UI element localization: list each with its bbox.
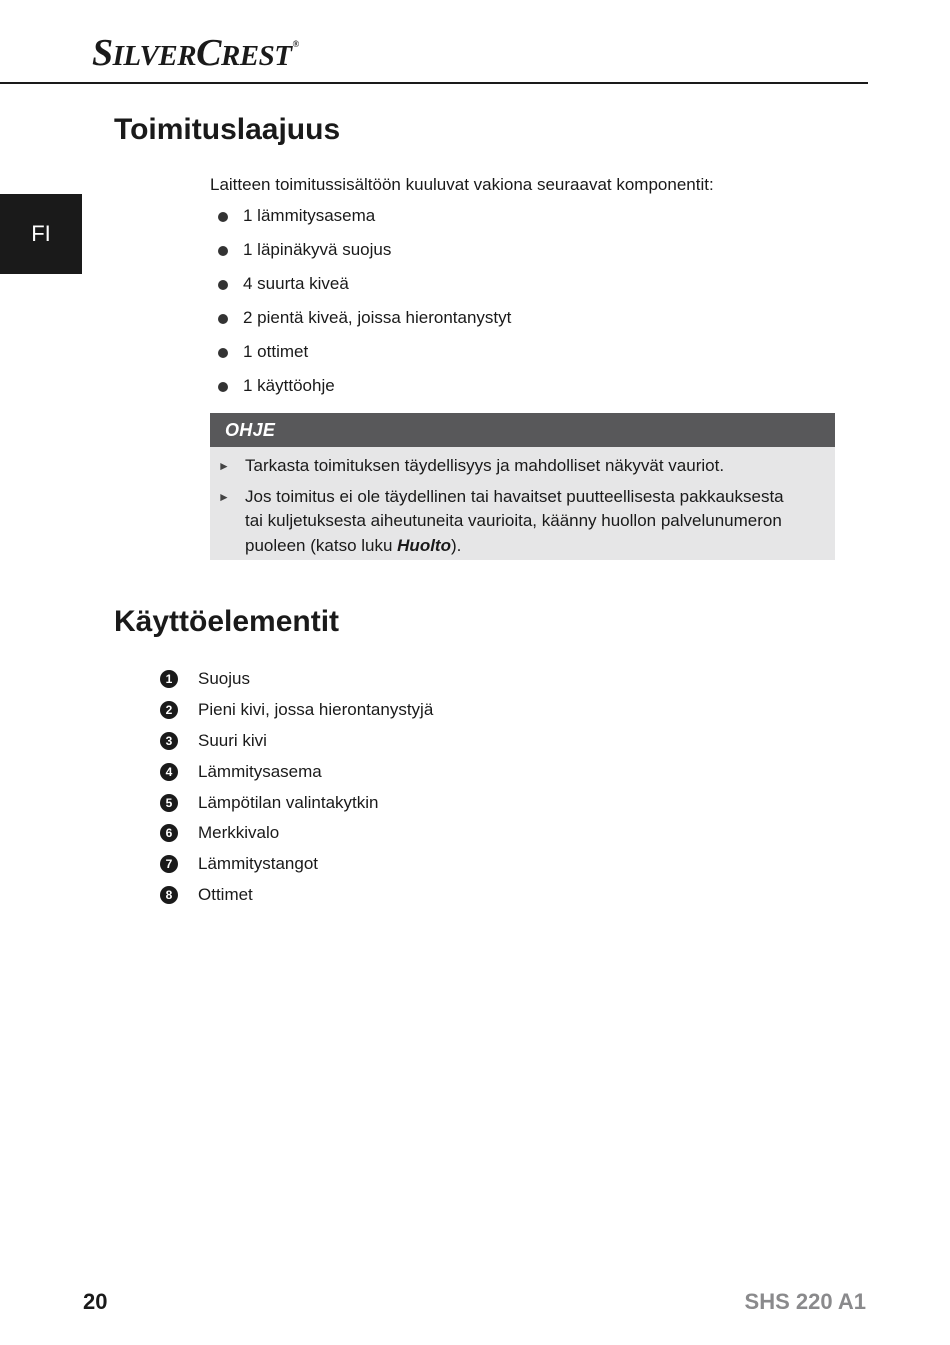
list-item: 1 käyttöohje	[218, 376, 511, 410]
chapter-reference: Huolto	[397, 535, 451, 555]
language-tab	[0, 194, 82, 274]
bullet-icon	[218, 314, 228, 324]
number-badge: 6	[160, 824, 178, 842]
arrow-right-icon: ►	[218, 459, 230, 473]
list-item: 8 Ottimet	[160, 880, 433, 911]
bullet-icon	[218, 280, 228, 290]
bullet-icon	[218, 246, 228, 256]
number-badge: 2	[160, 701, 178, 719]
list-item: 4 Lämmitysasema	[160, 756, 433, 787]
note-item-text: Jos toimitus ei ole täydellinen tai havaitset puutteellisesta pakkauksesta tai kuljetuksesta aiheutuneita vaurioita, käänny huollon palvelunumeron puoleen (katso luku Huolto).	[245, 486, 784, 555]
list-item: 2 pientä kiveä, joissa hierontanystyt	[218, 308, 511, 342]
delivery-intro: Laitteen toimitussisältöön kuuluvat vakiona seuraavat komponentit:	[210, 175, 714, 194]
list-item: 4 suurta kiveä	[218, 274, 511, 308]
model-number: SHS 220 A1	[744, 1289, 866, 1314]
number-badge: 3	[160, 732, 178, 750]
list-item: 1 lämmitysasema	[218, 206, 511, 240]
number-badge: 1	[160, 670, 178, 688]
list-item: 5 Lämpötilan valintakytkin	[160, 787, 433, 818]
section-title-controls: Käyttöelementit	[114, 605, 340, 638]
number-badge: 4	[160, 763, 178, 781]
bullet-icon	[218, 212, 228, 222]
bullet-icon	[218, 348, 228, 358]
silvercrest-logo: SILVERCREST®	[92, 32, 299, 74]
number-badge: 7	[160, 855, 178, 873]
section-title-delivery: Toimituslaajuus	[114, 113, 341, 146]
list-item: 6 Merkkivalo	[160, 818, 433, 849]
list-item: 1 ottimet	[218, 342, 511, 376]
list-item: 1 läpinäkyvä suojus	[218, 240, 511, 274]
page-number: 20	[83, 1289, 108, 1314]
note-box	[210, 413, 835, 560]
number-badge: 5	[160, 794, 178, 812]
delivery-list	[218, 206, 511, 410]
arrow-right-icon: ►	[218, 489, 230, 504]
language-tab-label: FI	[31, 221, 51, 246]
note-list	[210, 447, 835, 558]
note-heading: OHJE	[210, 413, 835, 447]
number-badge: 8	[160, 886, 178, 904]
list-item: 3 Suuri kivi	[160, 726, 433, 757]
header-divider	[0, 82, 868, 84]
list-item: 7 Lämmitystangot	[160, 849, 433, 880]
note-item	[218, 485, 805, 559]
controls-list	[160, 664, 433, 910]
note-item: ► Tarkasta toimituksen täydellisyys ja mahdolliset näkyvät vauriot.	[218, 454, 805, 479]
list-item: 1 Suojus	[160, 664, 433, 695]
bullet-icon	[218, 382, 228, 392]
list-item: 2 Pieni kivi, jossa hierontanystyjä	[160, 695, 433, 726]
